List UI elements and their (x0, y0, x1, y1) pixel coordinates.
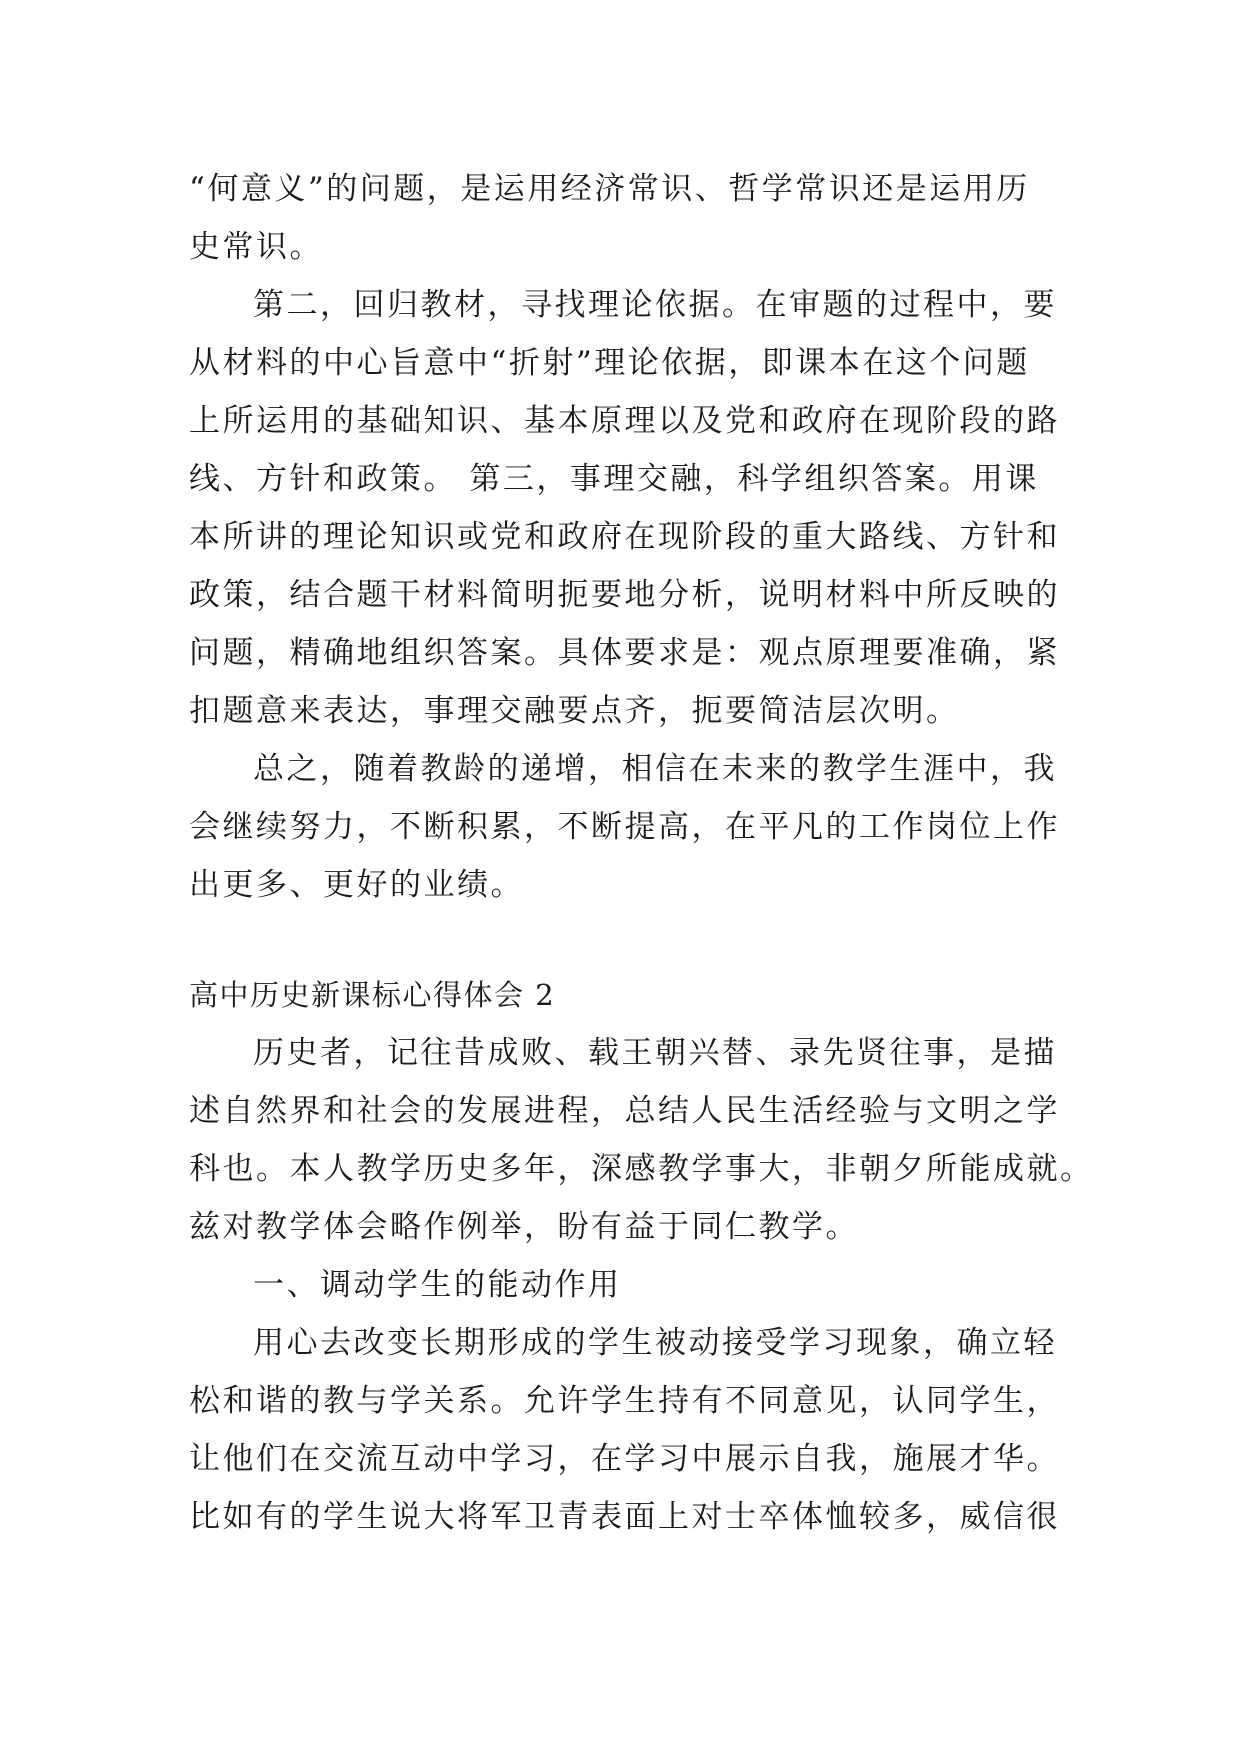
paragraph-line: 从材料的中心旨意中“折射”理论依据，即课本在这个问题 (189, 345, 1030, 381)
paragraph-line: “何意义”的问题，是运用经济常识、哲学常识还是运用历 (189, 171, 1030, 207)
paragraph-line: 述自然界和社会的发展进程，总结人民生活经验与文明之学 (189, 1093, 1060, 1129)
paragraph-line: 会继续努力，不断积累，不断提高，在平凡的工作岗位上作 (189, 809, 1060, 845)
section-2-body (189, 966, 1094, 1546)
section-1-body (189, 160, 1060, 914)
paragraph-line: 兹对教学体会略作例举，盼有益于同仁教学。 (189, 1209, 859, 1245)
paragraph-line: 上所运用的基础知识、基本原理以及党和政府在现阶段的路 (189, 403, 1060, 439)
paragraph-line: 政策，结合题干材料简明扼要地分析，说明材料中所反映的 (189, 577, 1060, 613)
paragraph-line: 总之，随着教龄的递增，相信在未来的教学生涯中，我 (253, 751, 1057, 787)
paragraph-line: 第二，回归教材，寻找理论依据。在审题的过程中，要 (253, 287, 1057, 323)
paragraph-line: 扣题意来表达，事理交融要点齐，扼要简洁层次明。 (189, 693, 960, 729)
paragraph-line: 史常识。 (189, 229, 323, 265)
section-heading: 高中历史新课标心得体会 2 (189, 978, 556, 1012)
paragraph-line: 线、方针和政策。 第三，事理交融，科学组织答案。用课 (189, 461, 1039, 497)
paragraph-line: 出更多、更好的业绩。 (189, 867, 524, 903)
paragraph-line: 比如有的学生说大将军卫青表面上对士卒体恤较多，威信很 (189, 1499, 1060, 1535)
paragraph-line: 历史者，记往昔成败、载王朝兴替、录先贤往事，是描 (253, 1035, 1057, 1071)
paragraph-line: 问题，精确地组织答案。具体要求是：观点原理要准确，紧 (189, 635, 1060, 671)
paragraph-line: 科也。本人教学历史多年，深感教学事大，非朝夕所能成就。 (189, 1151, 1094, 1187)
subheading-line: 一、调动学生的能动作用 (253, 1267, 622, 1303)
paragraph-line: 用心去改变长期形成的学生被动接受学习现象，确立轻 (253, 1325, 1057, 1361)
paragraph-line: 本所讲的理论知识或党和政府在现阶段的重大路线、方针和 (189, 519, 1060, 555)
paragraph-line: 松和谐的教与学关系。允许学生持有不同意见，认同学生， (189, 1383, 1060, 1419)
paragraph-line: 让他们在交流互动中学习，在学习中展示自我，施展才华。 (189, 1441, 1060, 1477)
